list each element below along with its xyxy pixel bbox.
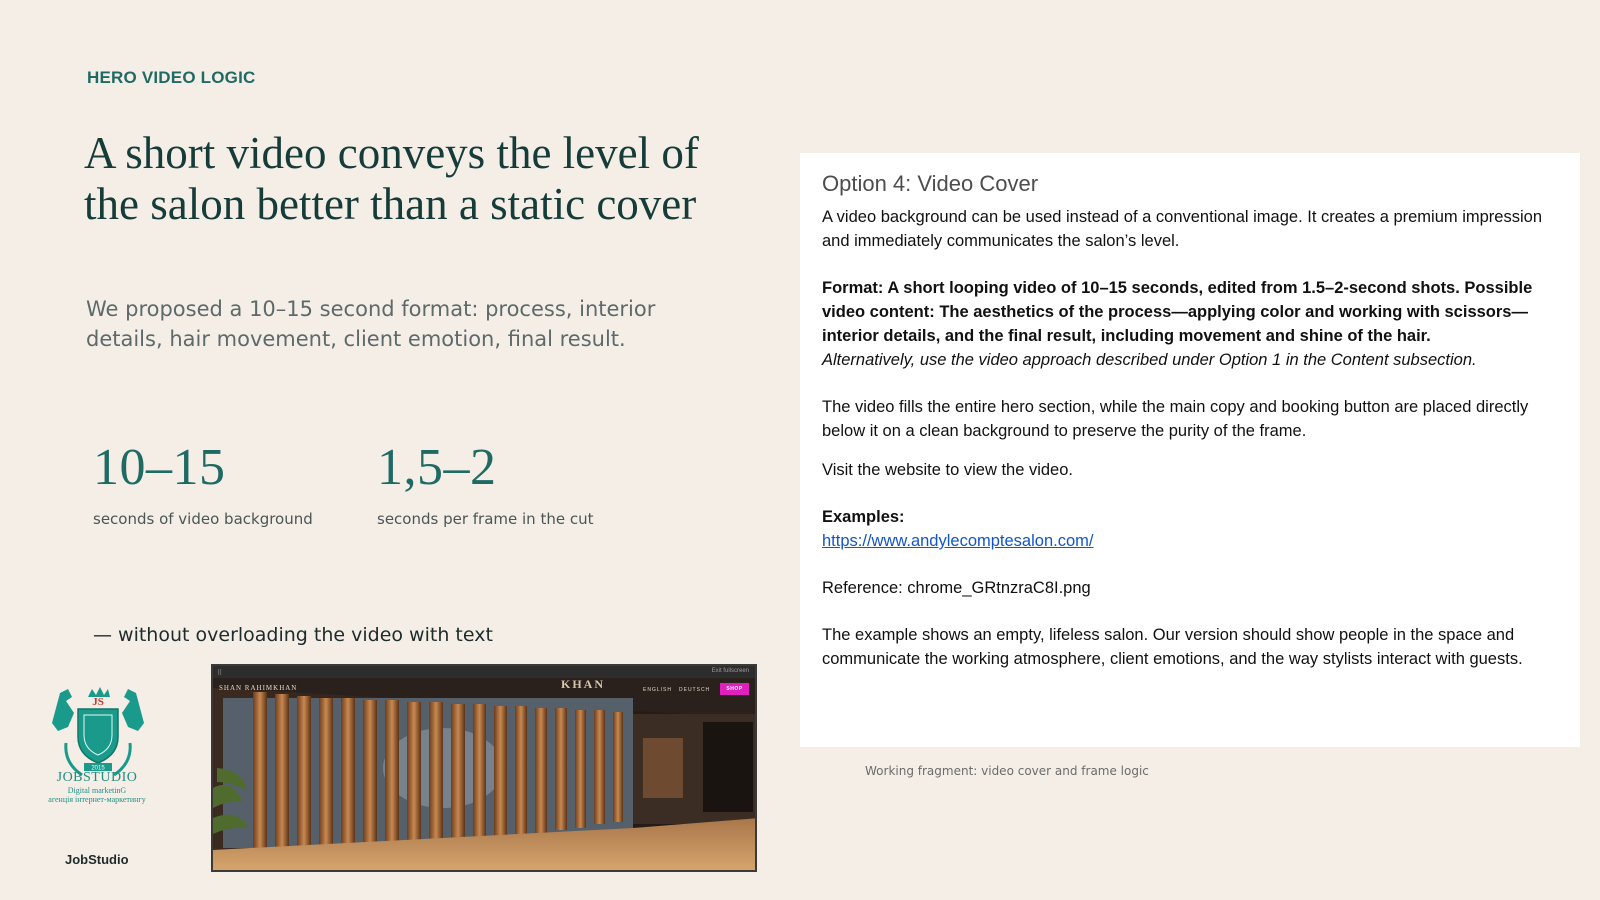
doc-visit: Visit the website to view the video. [822,461,1073,479]
thumb-shop-button: SHOP [720,683,749,695]
stat-label: seconds of video background [93,510,313,528]
stat-value: 10–15 [93,439,226,496]
logo-tagline-ua: агенція інтернет-маркетингу [48,795,146,804]
doc-intro: A video background can be used instead of a conventional image. It creates a premium impression and immediately communicates the salon’s level. [822,208,1542,250]
horse-left-icon [52,689,74,731]
doc-reference: Reference: chrome_GRtnzraC8I.png [822,579,1091,597]
slide-lede: We proposed a 10–15 second format: process, interior details, hair movement, client emotion, final result. [86,297,656,351]
doc-title: Option 4: Video Cover [822,171,1039,196]
doc-caption: Working fragment: video cover and frame logic [865,764,1149,778]
thumb-nav-deutsch: DEUTSCH [679,687,711,693]
doc-alternative: Alternatively, use the video approach described under Option 1 in the Content subsection. [822,351,1477,369]
salon-website-screenshot [211,664,757,872]
doc-closing: The example shows an empty, lifeless salon. Our version should show people in the space and communicate the working atmosphere, client emotions, and the way stylists interact with guests. [822,626,1523,668]
slide-tagline: — without overloading the video with text [93,624,493,646]
grid-icon: ⠿ [217,670,223,677]
thumb-browser-bar [213,666,755,678]
stat-frame-length [377,440,593,528]
doc-examples-label: Examples: [822,508,905,526]
doc-hero-fill: The video fills the entire hero section, while the main copy and booking button are placed directly below it on a clean background to preserve the purity of the frame. [822,398,1529,440]
thumb-brand: SHAN RAHIMKHAN [219,684,298,692]
logo-initials: JS [92,696,104,708]
example-link[interactable]: https://www.andylecomptesalon.com/ [822,532,1094,550]
logo-name: JOBSTUDIO [56,770,138,785]
logo-year: 2015 [91,765,105,772]
document-fragment [800,153,1580,747]
thumb-nav-english: ENGLISH [643,687,672,693]
stat-video-length [93,440,313,528]
salon-interior-image [213,678,757,872]
footer-brand: JobStudio [65,852,129,867]
horse-right-icon [122,689,144,731]
stat-label: seconds per frame in the cut [377,510,594,528]
doc-format: Format: A short looping video of 10–15 seconds, edited from 1.5–2-second shots. Possible video content: The aesthetics of the process—applying color and working with scissors—interior details, and the final result, including movement and shine of the hair. [822,279,1533,345]
thumb-bar-label: Exit fullscreen [711,668,749,674]
stat-value: 1,5–2 [377,439,497,496]
slide-headline: A short video conveys the level of the salon better than a static cover [84,128,699,229]
logo-tagline: Digital marketinG [67,786,127,795]
thumb-salon-sign: KHAN [561,677,605,691]
section-eyebrow: HERO VIDEO LOGIC [87,68,256,87]
